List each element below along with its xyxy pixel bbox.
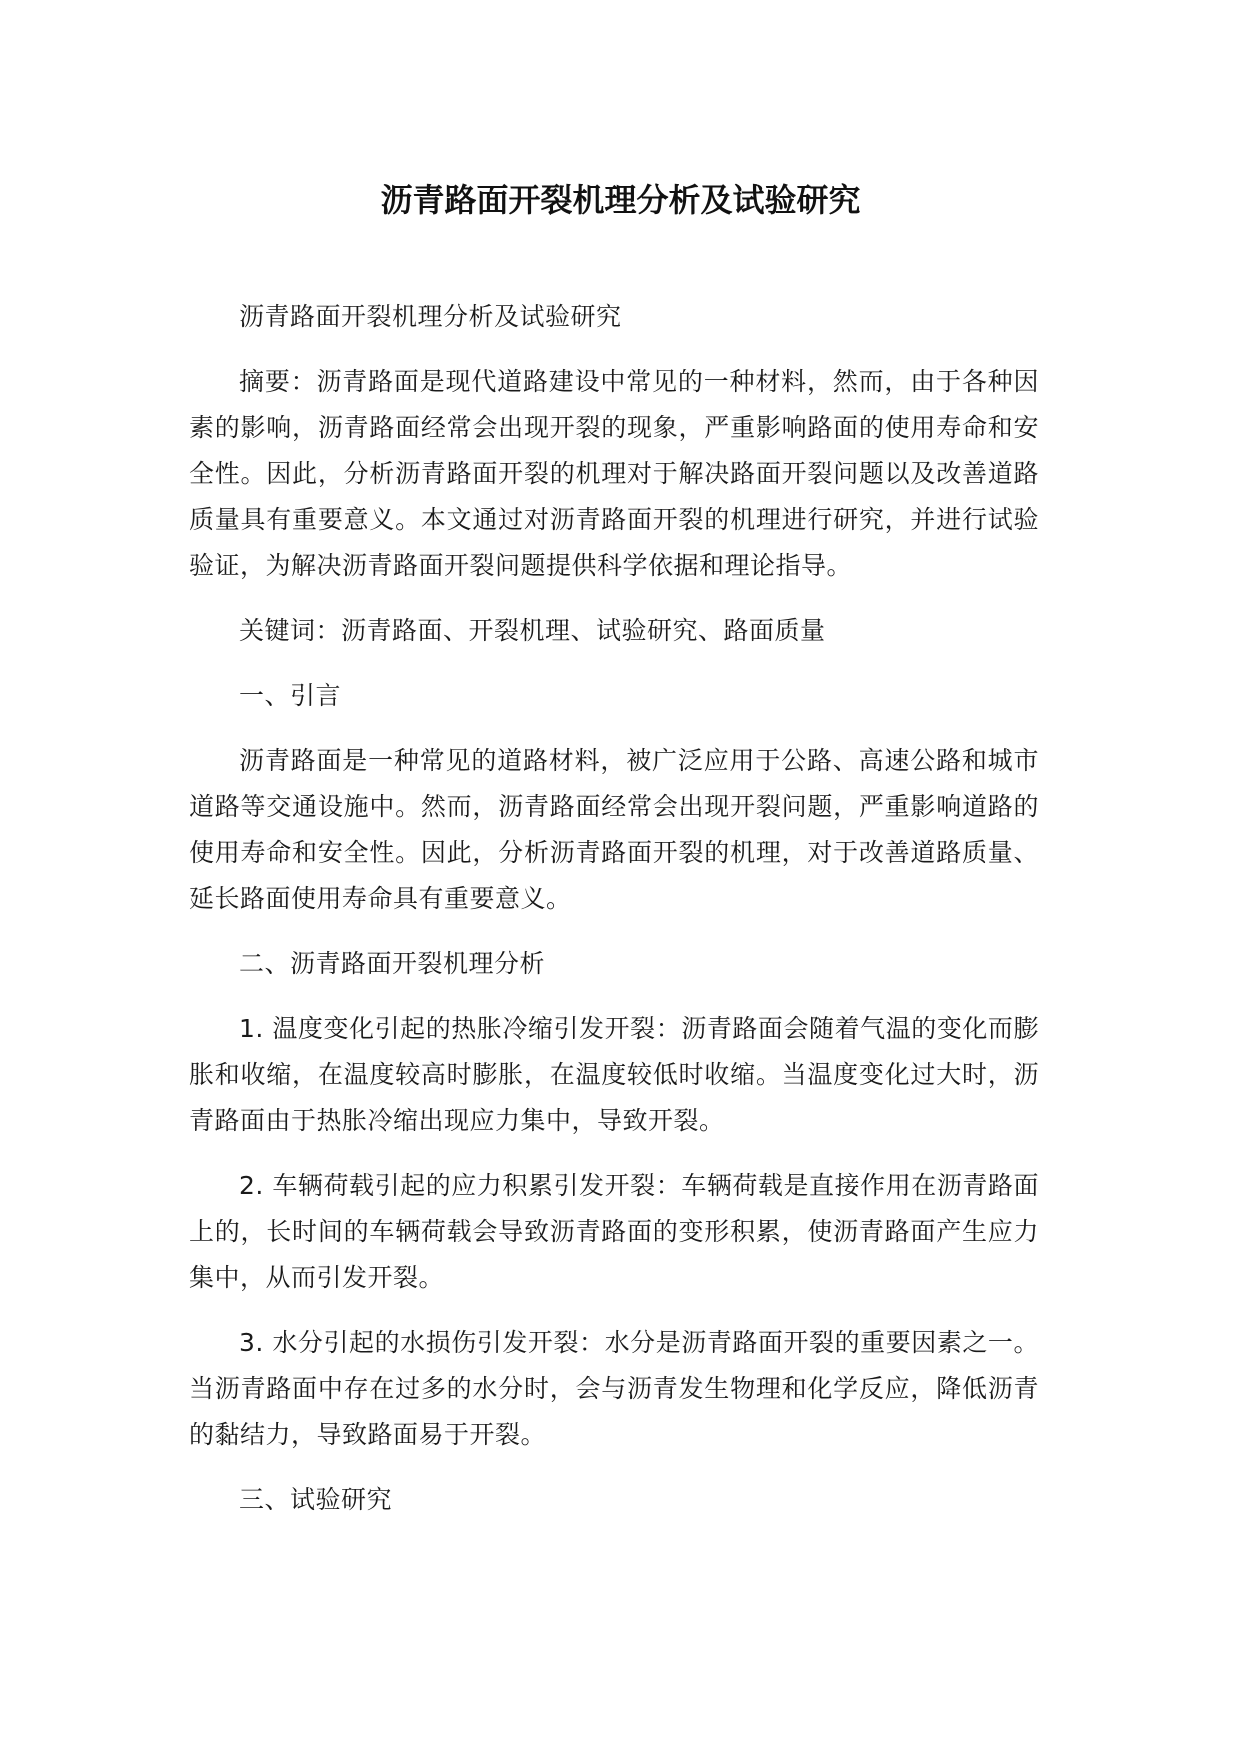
- section-heading-mechanism: 二、沥青路面开裂机理分析: [239, 949, 546, 978]
- document-title: 沥青路面开裂机理分析及试验研究: [380, 181, 861, 219]
- document-body: [189, 294, 1039, 1542]
- introduction-paragraph: 沥青路面是一种常见的道路材料，被广泛应用于公路、高速公路和城市道路等交通设施中。然而，沥青路面经常会出现开裂问题，严重影响道路的使用寿命和安全性。因此，分析沥青路面开裂的机理，对于改善道路质量、延长路面使用寿命具有重要意义。: [189, 746, 1039, 913]
- mechanism-item-moisture: 3. 水分引起的水损伤引发开裂：水分是沥青路面开裂的重要因素之一。当沥青路面中存在过多的水分时，会与沥青发生物理和化学反应，降低沥青的黏结力，导致路面易于开裂。: [189, 1328, 1039, 1449]
- mechanism-item-traffic-load: 2. 车辆荷载引起的应力积累引发开裂：车辆荷载是直接作用在沥青路面上的，长时间的车辆荷载会导致沥青路面的变形积累，使沥青路面产生应力集中，从而引发开裂。: [189, 1171, 1039, 1292]
- keywords-paragraph: 关键词：沥青路面、开裂机理、试验研究、路面质量: [239, 616, 826, 645]
- section-heading-introduction: 一、引言: [239, 681, 342, 710]
- mechanism-item-temperature: 1. 温度变化引起的热胀冷缩引发开裂：沥青路面会随着气温的变化而膨胀和收缩，在温度较高时膨胀，在温度较低时收缩。当温度变化过大时，沥青路面由于热胀冷缩出现应力集中，导致开裂。: [189, 1014, 1039, 1135]
- abstract-paragraph: 摘要：沥青路面是现代道路建设中常见的一种材料，然而，由于各种因素的影响，沥青路面经常会出现开裂的现象，严重影响路面的使用寿命和安全性。因此，分析沥青路面开裂的机理对于解决路面开裂问题以及改善道路质量具有重要意义。本文通过对沥青路面开裂的机理进行研究，并进行试验验证，为解决沥青路面开裂问题提供科学依据和理论指导。: [189, 367, 1039, 580]
- subtitle-paragraph: 沥青路面开裂机理分析及试验研究: [239, 302, 622, 331]
- section-heading-experiment: 三、试验研究: [239, 1485, 393, 1514]
